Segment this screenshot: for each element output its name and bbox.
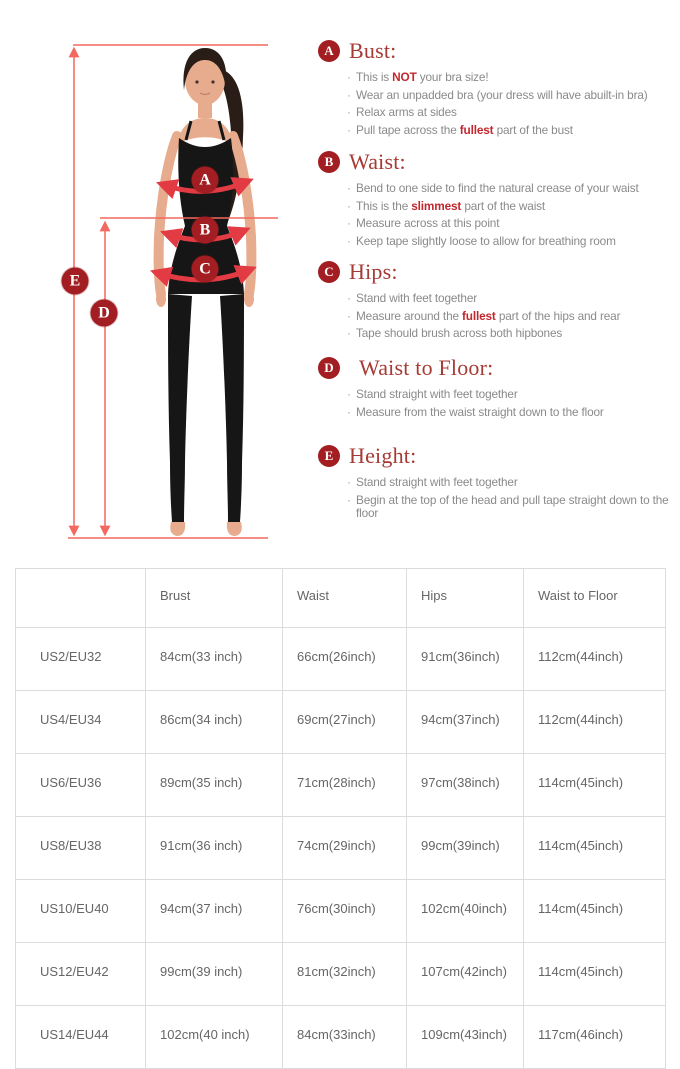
size-label-cell: US12/EU42	[16, 943, 146, 1006]
bullet-segment: Measure around the	[356, 308, 463, 323]
bullet-segment: Stand straight with feet together	[356, 387, 518, 401]
bullet-dot: ·	[347, 404, 351, 419]
bullet-text	[356, 235, 616, 249]
bullet-dot: ·	[347, 70, 351, 84]
section-heading	[318, 38, 670, 64]
measurement-cell: 109cm(43inch)	[407, 1006, 524, 1069]
bullet-item	[347, 182, 670, 196]
section-letter-badge: D	[318, 357, 340, 379]
section-title: Waist:	[349, 149, 406, 174]
bullet-segment: Keep tape slightly loose to allow for breathing room	[356, 233, 616, 248]
bullet-text	[356, 124, 573, 138]
measurement-cell: 84cm(33 inch)	[146, 628, 283, 691]
bullet-dot: ·	[347, 308, 351, 323]
bullet-dot: ·	[347, 198, 351, 213]
bullet-segment: Begin at the top of the head and pull tape straight down to the floor	[356, 492, 669, 520]
measurement-cell: 81cm(32inch)	[283, 943, 407, 1006]
measurement-cell: 86cm(34 inch)	[146, 691, 283, 754]
measurement-cell: 76cm(30inch)	[283, 880, 407, 943]
bullet-text	[356, 292, 477, 306]
bullet-segment: part of the waist	[461, 198, 546, 213]
measurement-cell: 107cm(42inch)	[407, 943, 524, 1006]
measure-section-D	[318, 355, 670, 423]
measurement-cell: 84cm(33inch)	[283, 1006, 407, 1069]
size-table-body	[16, 628, 666, 1069]
table-row	[16, 691, 666, 754]
bullet-text	[356, 406, 604, 420]
section-bullets	[347, 476, 670, 521]
bullet-text	[356, 200, 545, 214]
measure-section-C	[318, 259, 670, 345]
measurement-cell: 102cm(40 inch)	[146, 1006, 283, 1069]
bullet-highlight: fullest	[462, 308, 496, 323]
bullet-highlight: NOT	[392, 70, 417, 84]
bullet-dot: ·	[347, 475, 351, 489]
bullet-item	[347, 292, 670, 306]
figure-measure-badge-C: C	[192, 256, 219, 283]
bullet-dot: ·	[347, 122, 351, 137]
figure-measure-badge-B: B	[192, 217, 219, 244]
size-table	[15, 568, 666, 1069]
measurement-cell: 114cm(45inch)	[524, 943, 666, 1006]
measurement-cell: 112cm(44inch)	[524, 691, 666, 754]
measurement-cell: 91cm(36 inch)	[146, 817, 283, 880]
bullet-text	[356, 388, 518, 402]
section-letter-badge: E	[318, 445, 340, 467]
bullet-text	[356, 476, 518, 490]
section-title: Height:	[349, 443, 417, 468]
bullet-dot: ·	[347, 291, 351, 305]
size-label-cell: US8/EU38	[16, 817, 146, 880]
table-header-cell: Waist to Floor	[524, 569, 666, 628]
section-heading	[318, 149, 670, 175]
size-label-cell: US4/EU34	[16, 691, 146, 754]
measurement-cell: 112cm(44inch)	[524, 628, 666, 691]
measurement-cell: 99cm(39 inch)	[146, 943, 283, 1006]
section-bullets	[347, 388, 670, 419]
size-label-cell: US14/EU44	[16, 1006, 146, 1069]
bullet-segment: This is	[356, 70, 393, 84]
bullet-item	[347, 217, 670, 231]
size-label-cell: US10/EU40	[16, 880, 146, 943]
measure-section-B	[318, 149, 670, 252]
measurement-cell: 69cm(27inch)	[283, 691, 407, 754]
measurement-cell: 102cm(40inch)	[407, 880, 524, 943]
bullet-text	[356, 106, 457, 120]
bullet-item	[347, 89, 670, 103]
bullet-segment: Measure across at this point	[356, 216, 500, 230]
bullet-segment: Relax arms at sides	[356, 105, 457, 119]
measurement-cell: 71cm(28inch)	[283, 754, 407, 817]
table-row	[16, 628, 666, 691]
section-letter-badge: A	[318, 40, 340, 62]
measurement-cell: 114cm(45inch)	[524, 817, 666, 880]
bullet-dot: ·	[347, 326, 351, 340]
section-title: Waist to Floor:	[359, 355, 494, 380]
bullet-text	[356, 89, 648, 103]
bullet-dot: ·	[347, 216, 351, 230]
section-title: Hips:	[349, 259, 398, 284]
section-bullets	[347, 71, 670, 137]
table-row	[16, 754, 666, 817]
section-heading	[318, 443, 670, 469]
bullet-segment: part of the hips and rear	[495, 308, 621, 323]
model-figure-illustration	[123, 42, 287, 542]
bullet-dot: ·	[347, 387, 351, 401]
measurement-cell: 114cm(45inch)	[524, 880, 666, 943]
measurement-cell: 66cm(26inch)	[283, 628, 407, 691]
table-row	[16, 1006, 666, 1069]
bullet-highlight: slimmest	[411, 198, 462, 213]
section-heading	[318, 355, 670, 381]
bullet-text	[356, 494, 670, 521]
bullet-dot: ·	[347, 105, 351, 119]
table-row	[16, 943, 666, 1006]
section-letter-badge: C	[318, 261, 340, 283]
bullet-item	[347, 494, 670, 521]
table-header-cell: Waist	[283, 569, 407, 628]
size-table-head	[16, 569, 666, 628]
figure-measure-badge-D: D	[91, 300, 118, 327]
size-label-cell: US2/EU32	[16, 628, 146, 691]
bullet-segment: This is the	[356, 198, 412, 213]
bullet-text	[356, 71, 488, 85]
bullet-dot: ·	[347, 492, 351, 507]
size-label-cell: US6/EU36	[16, 754, 146, 817]
bullet-item	[347, 327, 670, 341]
table-header-cell: Hips	[407, 569, 524, 628]
measurement-cell: 94cm(37 inch)	[146, 880, 283, 943]
bullet-text	[356, 182, 639, 196]
measurement-cell: 114cm(45inch)	[524, 754, 666, 817]
measurement-cell: 74cm(29inch)	[283, 817, 407, 880]
bullet-highlight: fullest	[459, 122, 494, 137]
bullet-text	[356, 310, 620, 324]
table-header-cell: Brust	[146, 569, 283, 628]
bullet-segment: Tape should brush across both hipbones	[356, 326, 563, 340]
table-row	[16, 817, 666, 880]
bullet-text	[356, 327, 562, 341]
section-letter-badge: B	[318, 151, 340, 173]
bullet-segment: part of the bust	[493, 122, 573, 137]
table-header-row	[16, 569, 666, 628]
bullet-dot: ·	[347, 87, 351, 102]
measurement-cell: 117cm(46inch)	[524, 1006, 666, 1069]
measure-section-E	[318, 443, 670, 525]
measurement-cell: 99cm(39inch)	[407, 817, 524, 880]
section-heading	[318, 259, 670, 285]
figure-measure-badge-E: E	[62, 268, 89, 295]
bullet-item	[347, 71, 670, 85]
table-row	[16, 880, 666, 943]
bullet-item	[347, 235, 670, 249]
section-bullets	[347, 292, 670, 341]
bullet-segment: Bend to one side to find the natural crease of your waist	[356, 181, 639, 195]
bullet-item	[347, 310, 670, 324]
bullet-item	[347, 476, 670, 490]
bullet-dot: ·	[347, 181, 351, 195]
bullet-segment: Stand with feet together	[356, 291, 478, 305]
bullet-dot: ·	[347, 233, 351, 248]
bullet-item	[347, 406, 670, 420]
figure-measure-badge-A: A	[192, 167, 219, 194]
bullet-segment: Wear an unpadded bra (your dress will have abuilt-in bra)	[356, 87, 648, 102]
measurement-cell: 91cm(36inch)	[407, 628, 524, 691]
section-bullets	[347, 182, 670, 248]
bullet-segment: Measure from the waist straight down to the floor	[356, 404, 604, 419]
bullet-item	[347, 124, 670, 138]
bullet-segment: Stand straight with feet together	[356, 475, 518, 489]
measurement-cell: 97cm(38inch)	[407, 754, 524, 817]
bullet-item	[347, 200, 670, 214]
bullet-text	[356, 217, 499, 231]
bullet-segment: your bra size!	[416, 70, 489, 84]
bullet-item	[347, 106, 670, 120]
measure-section-A	[318, 38, 670, 141]
bullet-segment: Pull tape across the	[356, 122, 460, 137]
measurement-cell: 89cm(35 inch)	[146, 754, 283, 817]
section-title: Bust:	[349, 38, 397, 63]
bullet-item	[347, 388, 670, 402]
table-header-cell	[16, 569, 146, 628]
measurement-cell: 94cm(37inch)	[407, 691, 524, 754]
